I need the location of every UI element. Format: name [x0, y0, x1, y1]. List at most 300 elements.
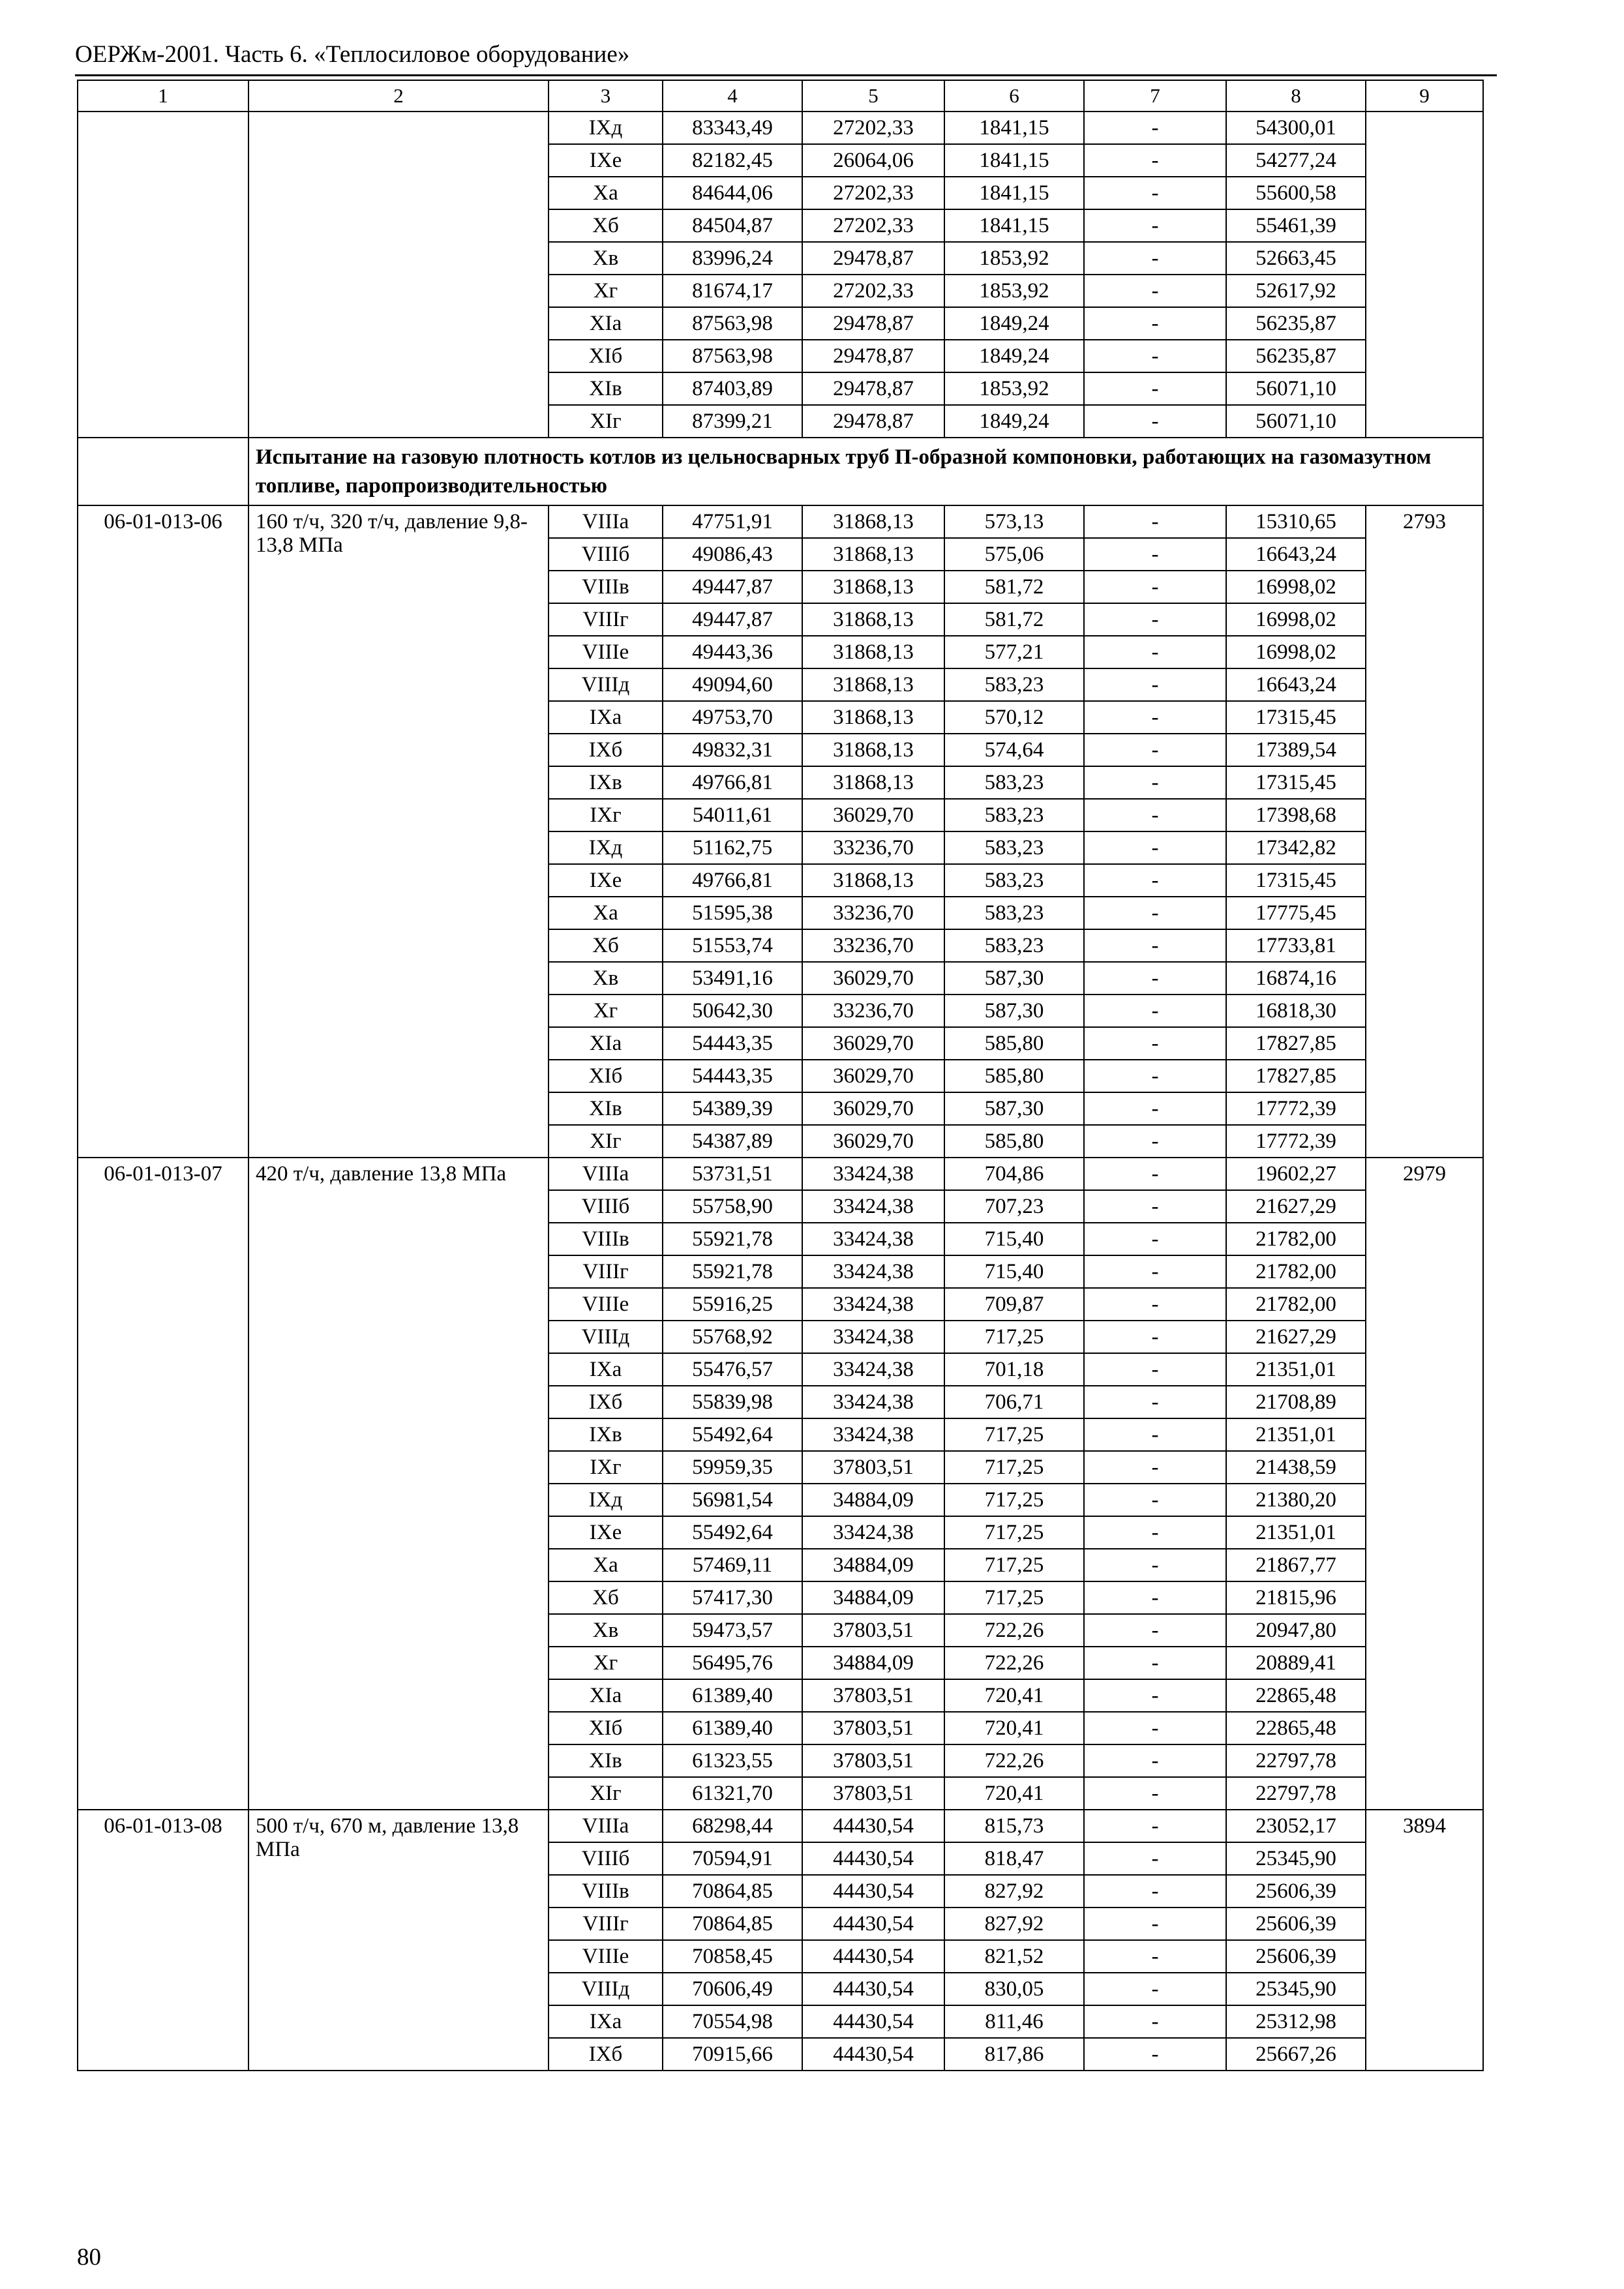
column-number-row	[78, 80, 1483, 112]
cell-drivers-wages: -	[1084, 1614, 1226, 1647]
cell-marker: VIIIг	[549, 1255, 663, 1288]
cell-marker: Xв	[549, 242, 663, 275]
cell-total-cost: 83343,49	[663, 112, 802, 144]
cell-marker: Xб	[549, 1581, 663, 1614]
cell-wages: 29478,87	[802, 372, 944, 405]
cell-marker: IXа	[549, 2005, 663, 2038]
norm-code: 06-01-013-07	[78, 1158, 248, 1810]
cell-drivers-wages: -	[1084, 929, 1226, 962]
cell-wages: 44430,54	[802, 2005, 944, 2038]
cell-drivers-wages: -	[1084, 1712, 1226, 1744]
cell-materials: 17733,81	[1226, 929, 1366, 962]
table-row	[78, 1810, 1483, 1842]
cell-marker: Xв	[549, 1614, 663, 1647]
labor-cell	[1366, 112, 1483, 438]
cell-materials: 25606,39	[1226, 1940, 1366, 1973]
cell-marker: XIг	[549, 1125, 663, 1158]
cell-drivers-wages: -	[1084, 766, 1226, 799]
cell-total-cost: 55921,78	[663, 1223, 802, 1255]
cell-total-cost: 49447,87	[663, 571, 802, 603]
cell-wages: 31868,13	[802, 668, 944, 701]
cell-wages: 44430,54	[802, 1908, 944, 1940]
cell-drivers-wages: -	[1084, 242, 1226, 275]
cell-drivers-wages: -	[1084, 701, 1226, 734]
cell-wages: 31868,13	[802, 636, 944, 668]
column-number-2: 2	[248, 80, 549, 112]
cell-machine-cost: 583,23	[944, 929, 1084, 962]
cell-drivers-wages: -	[1084, 1353, 1226, 1386]
cell-total-cost: 61323,55	[663, 1744, 802, 1777]
section-title: Испытание на газовую плотность котлов из цельносварных труб П-образной компоновки, работающих на газомазутном топливе, паропроизводительностью	[248, 438, 1483, 505]
cell-total-cost: 54389,39	[663, 1092, 802, 1125]
cell-machine-cost: 585,80	[944, 1125, 1084, 1158]
cell-total-cost: 61389,40	[663, 1679, 802, 1712]
cell-wages: 33236,70	[802, 929, 944, 962]
column-number-6: 6	[944, 80, 1084, 112]
cell-total-cost: 83996,24	[663, 242, 802, 275]
cell-wages: 27202,33	[802, 209, 944, 242]
cell-machine-cost: 717,25	[944, 1418, 1084, 1451]
cell-machine-cost: 1849,24	[944, 340, 1084, 372]
cell-drivers-wages: -	[1084, 1549, 1226, 1581]
cell-wages: 36029,70	[802, 962, 944, 995]
cell-machine-cost: 827,92	[944, 1875, 1084, 1908]
cell-wages: 37803,51	[802, 1744, 944, 1777]
cell-materials: 21782,00	[1226, 1223, 1366, 1255]
table-row	[78, 505, 1483, 538]
cell-marker: XIб	[549, 1712, 663, 1744]
cell-marker: Xб	[549, 929, 663, 962]
cell-materials: 21782,00	[1226, 1288, 1366, 1321]
cell-wages: 36029,70	[802, 1027, 944, 1060]
cell-wages: 33236,70	[802, 995, 944, 1027]
cell-marker: Xа	[549, 177, 663, 209]
cell-machine-cost: 717,25	[944, 1321, 1084, 1353]
cell-drivers-wages: -	[1084, 1940, 1226, 1973]
cell-drivers-wages: -	[1084, 1581, 1226, 1614]
cell-drivers-wages: -	[1084, 340, 1226, 372]
cell-marker: IXд	[549, 112, 663, 144]
cell-drivers-wages: -	[1084, 112, 1226, 144]
cell-marker: XIа	[549, 1027, 663, 1060]
cell-materials: 16643,24	[1226, 668, 1366, 701]
cell-total-cost: 49443,36	[663, 636, 802, 668]
cell-total-cost: 49086,43	[663, 538, 802, 571]
cell-wages: 31868,13	[802, 538, 944, 571]
cell-wages: 44430,54	[802, 1842, 944, 1875]
cell-materials: 15310,65	[1226, 505, 1366, 538]
cell-machine-cost: 583,23	[944, 766, 1084, 799]
cell-drivers-wages: -	[1084, 538, 1226, 571]
cell-marker: XIв	[549, 1092, 663, 1125]
cell-total-cost: 49832,31	[663, 734, 802, 766]
cell-machine-cost: 717,25	[944, 1484, 1084, 1516]
cell-marker: VIIIг	[549, 603, 663, 636]
cell-machine-cost: 583,23	[944, 864, 1084, 897]
cell-wages: 34884,09	[802, 1581, 944, 1614]
cell-wages: 31868,13	[802, 864, 944, 897]
cell-materials: 19602,27	[1226, 1158, 1366, 1190]
cell-marker: VIIIе	[549, 1940, 663, 1973]
cell-machine-cost: 581,72	[944, 571, 1084, 603]
cell-marker: Xб	[549, 209, 663, 242]
cell-drivers-wages: -	[1084, 1418, 1226, 1451]
cell-drivers-wages: -	[1084, 1744, 1226, 1777]
cell-machine-cost: 570,12	[944, 701, 1084, 734]
cell-marker: IXе	[549, 144, 663, 177]
cell-total-cost: 81674,17	[663, 275, 802, 307]
cell-wages: 29478,87	[802, 340, 944, 372]
cell-wages: 33424,38	[802, 1158, 944, 1190]
cell-wages: 33424,38	[802, 1321, 944, 1353]
cell-machine-cost: 583,23	[944, 897, 1084, 929]
cell-wages: 31868,13	[802, 603, 944, 636]
cell-total-cost: 70864,85	[663, 1908, 802, 1940]
cell-drivers-wages: -	[1084, 636, 1226, 668]
cell-total-cost: 55916,25	[663, 1288, 802, 1321]
cell-drivers-wages: -	[1084, 603, 1226, 636]
cell-total-cost: 59959,35	[663, 1451, 802, 1484]
cell-materials: 17315,45	[1226, 766, 1366, 799]
cell-machine-cost: 717,25	[944, 1581, 1084, 1614]
cell-machine-cost: 827,92	[944, 1908, 1084, 1940]
cell-marker: IXе	[549, 1516, 663, 1549]
page-number: 80	[77, 2244, 101, 2271]
cell-machine-cost: 1853,92	[944, 242, 1084, 275]
cell-marker: VIIIа	[549, 1810, 663, 1842]
cell-materials: 25606,39	[1226, 1908, 1366, 1940]
cell-total-cost: 57417,30	[663, 1581, 802, 1614]
cell-machine-cost: 704,86	[944, 1158, 1084, 1190]
cell-drivers-wages: -	[1084, 864, 1226, 897]
cell-drivers-wages: -	[1084, 1973, 1226, 2005]
cell-drivers-wages: -	[1084, 209, 1226, 242]
cell-machine-cost: 830,05	[944, 1973, 1084, 2005]
norm-labor: 2979	[1366, 1158, 1483, 1810]
cell-marker: VIIIе	[549, 1288, 663, 1321]
cell-marker: Xг	[549, 995, 663, 1027]
cell-materials: 22865,48	[1226, 1679, 1366, 1712]
cell-machine-cost: 573,13	[944, 505, 1084, 538]
norm-labor: 3894	[1366, 1810, 1483, 2071]
cell-total-cost: 54011,61	[663, 799, 802, 831]
cell-total-cost: 49753,70	[663, 701, 802, 734]
cell-machine-cost: 583,23	[944, 831, 1084, 864]
cell-machine-cost: 581,72	[944, 603, 1084, 636]
cell-wages: 33424,38	[802, 1516, 944, 1549]
cell-drivers-wages: -	[1084, 1875, 1226, 1908]
cell-marker: XIб	[549, 1060, 663, 1092]
norm-code: 06-01-013-08	[78, 1810, 248, 2071]
cell-total-cost: 84504,87	[663, 209, 802, 242]
cell-marker: VIIIд	[549, 668, 663, 701]
cell-machine-cost: 717,25	[944, 1516, 1084, 1549]
cell-marker: XIг	[549, 405, 663, 438]
cell-wages: 33424,38	[802, 1190, 944, 1223]
cell-drivers-wages: -	[1084, 1255, 1226, 1288]
cell-machine-cost: 815,73	[944, 1810, 1084, 1842]
cell-wages: 37803,51	[802, 1712, 944, 1744]
cell-marker: IXб	[549, 1386, 663, 1418]
cell-marker: IXг	[549, 1451, 663, 1484]
cell-wages: 31868,13	[802, 766, 944, 799]
cell-wages: 37803,51	[802, 1679, 944, 1712]
cell-wages: 26064,06	[802, 144, 944, 177]
cell-machine-cost: 1841,15	[944, 209, 1084, 242]
cell-marker: IXб	[549, 2038, 663, 2071]
cell-drivers-wages: -	[1084, 668, 1226, 701]
cell-total-cost: 54443,35	[663, 1060, 802, 1092]
cell-materials: 17772,39	[1226, 1125, 1366, 1158]
cell-materials: 21627,29	[1226, 1321, 1366, 1353]
cell-materials: 55600,58	[1226, 177, 1366, 209]
cell-wages: 31868,13	[802, 701, 944, 734]
cell-materials: 23052,17	[1226, 1810, 1366, 1842]
cell-drivers-wages: -	[1084, 799, 1226, 831]
cell-drivers-wages: -	[1084, 1484, 1226, 1516]
cell-total-cost: 49094,60	[663, 668, 802, 701]
table-row	[78, 1158, 1483, 1190]
cell-total-cost: 49447,87	[663, 603, 802, 636]
cell-materials: 21867,77	[1226, 1549, 1366, 1581]
cell-machine-cost: 577,21	[944, 636, 1084, 668]
cell-total-cost: 54443,35	[663, 1027, 802, 1060]
cell-total-cost: 49766,81	[663, 864, 802, 897]
cell-materials: 17827,85	[1226, 1060, 1366, 1092]
norm-labor: 2793	[1366, 505, 1483, 1158]
cell-drivers-wages: -	[1084, 1125, 1226, 1158]
cell-materials: 25667,26	[1226, 2038, 1366, 2071]
cell-wages: 44430,54	[802, 1875, 944, 1908]
cell-marker: IXе	[549, 864, 663, 897]
cell-marker: VIIIб	[549, 1190, 663, 1223]
cell-drivers-wages: -	[1084, 1647, 1226, 1679]
cell-materials: 56071,10	[1226, 372, 1366, 405]
cell-total-cost: 55921,78	[663, 1255, 802, 1288]
cell-marker: IXг	[549, 799, 663, 831]
cell-wages: 36029,70	[802, 1060, 944, 1092]
column-number-4: 4	[663, 80, 802, 112]
cell-marker: VIIIв	[549, 1875, 663, 1908]
cell-drivers-wages: -	[1084, 831, 1226, 864]
cell-total-cost: 61389,40	[663, 1712, 802, 1744]
cell-drivers-wages: -	[1084, 962, 1226, 995]
cell-machine-cost: 715,40	[944, 1223, 1084, 1255]
cell-marker: XIа	[549, 307, 663, 340]
cell-marker: XIв	[549, 372, 663, 405]
cell-marker: VIIIд	[549, 1321, 663, 1353]
cell-wages: 31868,13	[802, 734, 944, 766]
cell-total-cost: 55476,57	[663, 1353, 802, 1386]
cell-wages: 27202,33	[802, 177, 944, 209]
column-number-8: 8	[1226, 80, 1366, 112]
cell-materials: 25345,90	[1226, 1973, 1366, 2005]
cell-total-cost: 55492,64	[663, 1516, 802, 1549]
page-header-title: ОЕРЖм-2001. Часть 6. «Теплосиловое оборудование»	[75, 41, 630, 68]
cell-materials: 21351,01	[1226, 1516, 1366, 1549]
cell-machine-cost: 701,18	[944, 1353, 1084, 1386]
cell-materials: 54300,01	[1226, 112, 1366, 144]
cell-wages: 37803,51	[802, 1451, 944, 1484]
cell-wages: 33236,70	[802, 831, 944, 864]
cell-wages: 36029,70	[802, 799, 944, 831]
cell-machine-cost: 1841,15	[944, 177, 1084, 209]
cell-drivers-wages: -	[1084, 2005, 1226, 2038]
cell-marker: VIIIа	[549, 1158, 663, 1190]
cell-marker: IXа	[549, 1353, 663, 1386]
cell-materials: 16998,02	[1226, 636, 1366, 668]
cell-wages: 36029,70	[802, 1125, 944, 1158]
cell-machine-cost: 583,23	[944, 668, 1084, 701]
cell-drivers-wages: -	[1084, 275, 1226, 307]
cell-marker: VIIIв	[549, 571, 663, 603]
cell-machine-cost: 818,47	[944, 1842, 1084, 1875]
cell-marker: VIIIа	[549, 505, 663, 538]
norms-table-body	[78, 80, 1483, 2071]
cell-machine-cost: 717,25	[944, 1549, 1084, 1581]
cell-total-cost: 55768,92	[663, 1321, 802, 1353]
cell-wages: 37803,51	[802, 1614, 944, 1647]
cell-machine-cost: 587,30	[944, 995, 1084, 1027]
cell-materials: 17772,39	[1226, 1092, 1366, 1125]
cell-machine-cost: 1853,92	[944, 372, 1084, 405]
cell-materials: 17315,45	[1226, 864, 1366, 897]
cell-machine-cost: 722,26	[944, 1744, 1084, 1777]
cell-total-cost: 68298,44	[663, 1810, 802, 1842]
cell-wages: 31868,13	[802, 505, 944, 538]
cell-wages: 33424,38	[802, 1223, 944, 1255]
cell-materials: 21351,01	[1226, 1418, 1366, 1451]
cell-materials: 16998,02	[1226, 571, 1366, 603]
cell-drivers-wages: -	[1084, 1223, 1226, 1255]
cell-drivers-wages: -	[1084, 1777, 1226, 1810]
cell-materials: 21438,59	[1226, 1451, 1366, 1484]
cell-drivers-wages: -	[1084, 1190, 1226, 1223]
cell-marker: XIв	[549, 1744, 663, 1777]
cell-drivers-wages: -	[1084, 1321, 1226, 1353]
cell-materials: 22865,48	[1226, 1712, 1366, 1744]
cell-wages: 36029,70	[802, 1092, 944, 1125]
cell-total-cost: 70915,66	[663, 2038, 802, 2071]
cell-marker: VIIIб	[549, 1842, 663, 1875]
cell-machine-cost: 722,26	[944, 1647, 1084, 1679]
cell-materials: 17398,68	[1226, 799, 1366, 831]
cell-total-cost: 87563,98	[663, 340, 802, 372]
cell-marker: VIIIд	[549, 1973, 663, 2005]
cell-total-cost: 55492,64	[663, 1418, 802, 1451]
cell-wages: 34884,09	[802, 1549, 944, 1581]
cell-materials: 21627,29	[1226, 1190, 1366, 1223]
cell-wages: 33424,38	[802, 1353, 944, 1386]
cell-machine-cost: 1841,15	[944, 144, 1084, 177]
cell-machine-cost: 720,41	[944, 1679, 1084, 1712]
cell-machine-cost: 587,30	[944, 962, 1084, 995]
cell-marker: XIа	[549, 1679, 663, 1712]
cell-total-cost: 70606,49	[663, 1973, 802, 2005]
cell-marker: Xг	[549, 1647, 663, 1679]
cell-materials: 52663,45	[1226, 242, 1366, 275]
cell-total-cost: 61321,70	[663, 1777, 802, 1810]
cell-total-cost: 82182,45	[663, 144, 802, 177]
section-code-cell	[78, 438, 248, 505]
cell-drivers-wages: -	[1084, 571, 1226, 603]
cell-materials: 22797,78	[1226, 1777, 1366, 1810]
cell-wages: 44430,54	[802, 1973, 944, 2005]
cell-machine-cost: 585,80	[944, 1060, 1084, 1092]
cell-wages: 29478,87	[802, 405, 944, 438]
cell-marker: IXд	[549, 831, 663, 864]
cell-machine-cost: 821,52	[944, 1940, 1084, 1973]
cell-wages: 33424,38	[802, 1386, 944, 1418]
cell-wages: 33424,38	[802, 1255, 944, 1288]
cell-materials: 21708,89	[1226, 1386, 1366, 1418]
cell-drivers-wages: -	[1084, 307, 1226, 340]
cell-wages: 44430,54	[802, 1940, 944, 1973]
column-number-5: 5	[802, 80, 944, 112]
cell-machine-cost: 707,23	[944, 1190, 1084, 1223]
cell-wages: 44430,54	[802, 1810, 944, 1842]
table-row	[78, 112, 1483, 144]
cell-marker: VIIIг	[549, 1908, 663, 1940]
cell-marker: VIIIв	[549, 1223, 663, 1255]
cell-materials: 17389,54	[1226, 734, 1366, 766]
norm-description: 500 т/ч, 670 м, давление 13,8 МПа	[248, 1810, 549, 2071]
norm-description: 160 т/ч, 320 т/ч, давление 9,8-13,8 МПа	[248, 505, 549, 1158]
cell-wages: 29478,87	[802, 242, 944, 275]
cell-drivers-wages: -	[1084, 405, 1226, 438]
cell-machine-cost: 717,25	[944, 1451, 1084, 1484]
cell-marker: Xа	[549, 897, 663, 929]
cell-total-cost: 51553,74	[663, 929, 802, 962]
cell-drivers-wages: -	[1084, 1679, 1226, 1712]
cell-marker: IXв	[549, 1418, 663, 1451]
cell-materials: 17342,82	[1226, 831, 1366, 864]
cell-drivers-wages: -	[1084, 1027, 1226, 1060]
cell-materials: 21351,01	[1226, 1353, 1366, 1386]
cell-drivers-wages: -	[1084, 1810, 1226, 1842]
cell-machine-cost: 583,23	[944, 799, 1084, 831]
cell-materials: 20889,41	[1226, 1647, 1366, 1679]
cell-total-cost: 55839,98	[663, 1386, 802, 1418]
column-number-9: 9	[1366, 80, 1483, 112]
cell-materials: 52617,92	[1226, 275, 1366, 307]
column-number-1: 1	[78, 80, 248, 112]
header-rule	[75, 74, 1497, 76]
cell-materials: 20947,80	[1226, 1614, 1366, 1647]
cell-marker: Xа	[549, 1549, 663, 1581]
cell-materials: 17775,45	[1226, 897, 1366, 929]
cell-wages: 29478,87	[802, 307, 944, 340]
cell-materials: 16818,30	[1226, 995, 1366, 1027]
cell-drivers-wages: -	[1084, 1386, 1226, 1418]
cell-materials: 17315,45	[1226, 701, 1366, 734]
cell-total-cost: 59473,57	[663, 1614, 802, 1647]
norm-code: 06-01-013-06	[78, 505, 248, 1158]
cell-materials: 16643,24	[1226, 538, 1366, 571]
cell-wages: 44430,54	[802, 2038, 944, 2071]
cell-drivers-wages: -	[1084, 2038, 1226, 2071]
cell-materials: 56235,87	[1226, 340, 1366, 372]
cell-marker: IXа	[549, 701, 663, 734]
cell-marker: XIб	[549, 340, 663, 372]
cell-materials: 21782,00	[1226, 1255, 1366, 1288]
cell-wages: 33236,70	[802, 897, 944, 929]
cell-wages: 27202,33	[802, 275, 944, 307]
cell-machine-cost: 1841,15	[944, 112, 1084, 144]
cell-drivers-wages: -	[1084, 144, 1226, 177]
cell-materials: 25312,98	[1226, 2005, 1366, 2038]
cell-wages: 37803,51	[802, 1777, 944, 1810]
